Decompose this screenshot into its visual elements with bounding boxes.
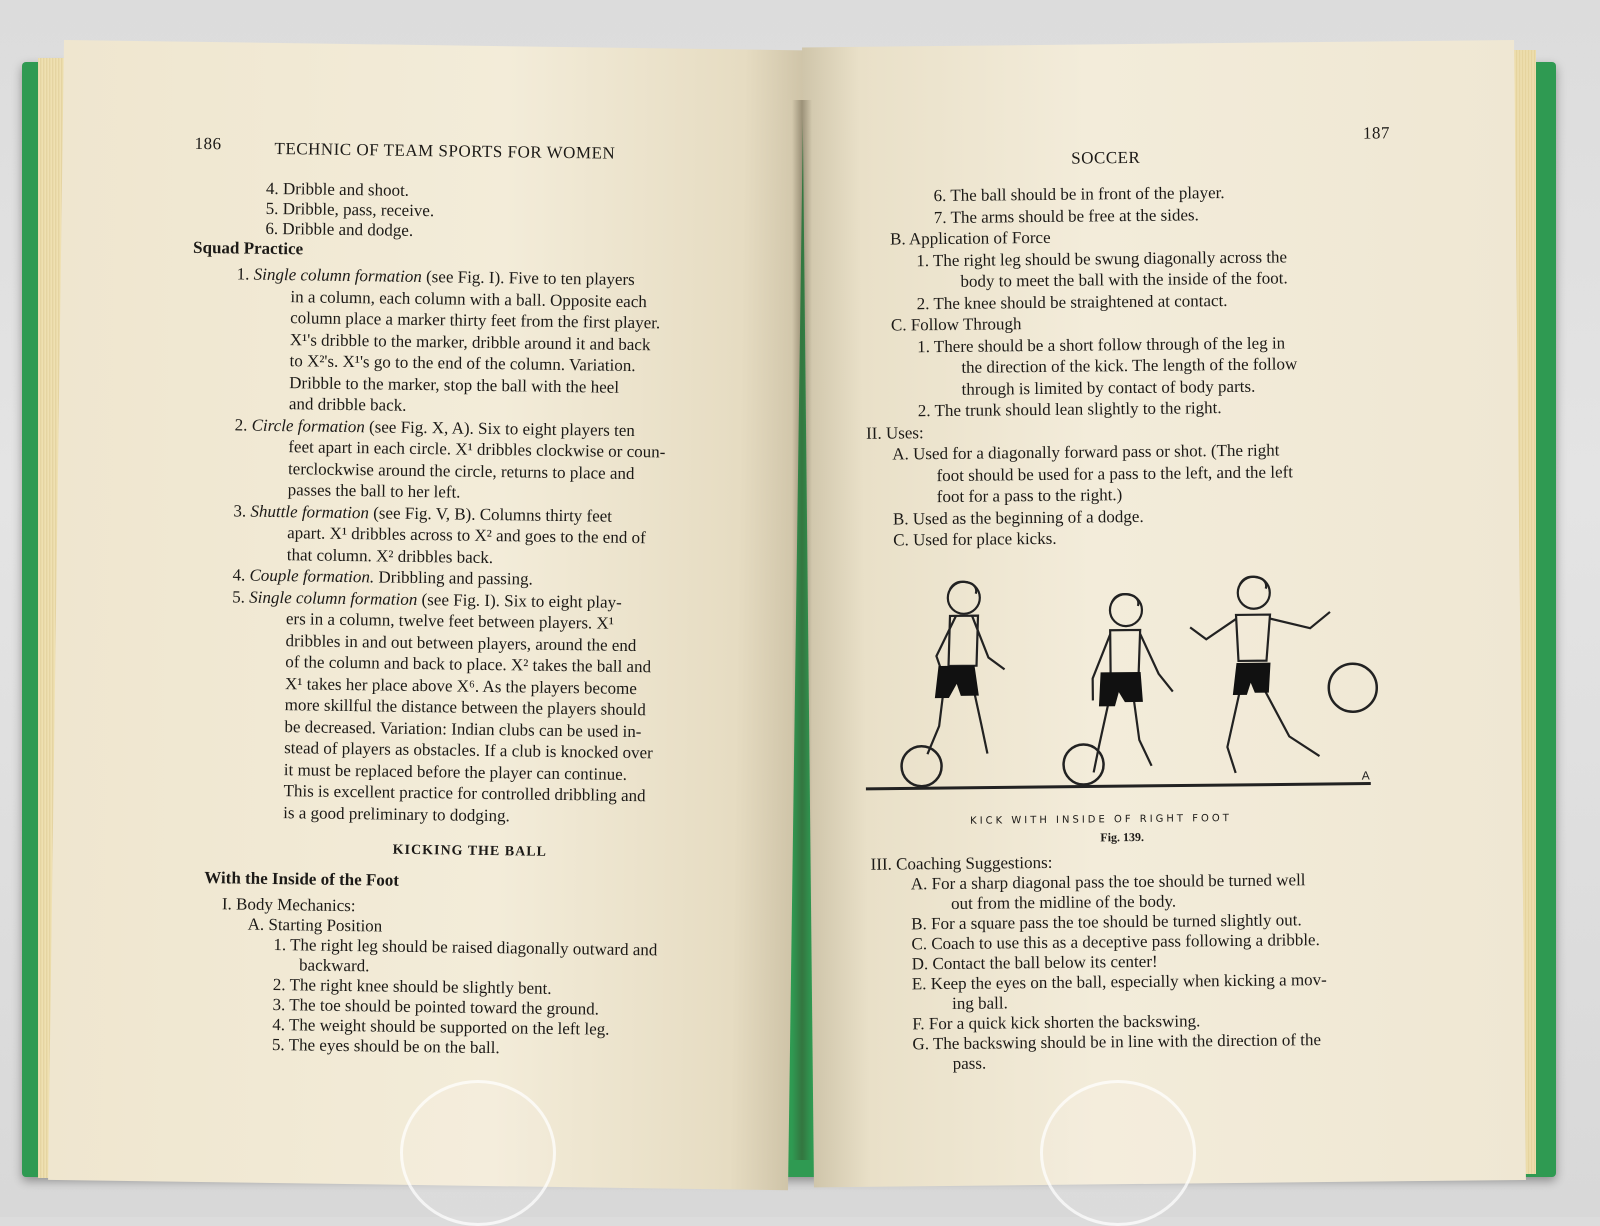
right-text-line: through is limited by contact of body parts.	[961, 376, 1256, 399]
coaching-line: pass.	[952, 1053, 987, 1073]
drill-line: feet apart in each circle. X¹ dribbles clockwise or coun-	[288, 437, 666, 462]
drill-line: is a good preliminary to dodging.	[283, 802, 510, 825]
section-title: KICKING THE BALL	[392, 842, 548, 860]
drill-line: and dribble back.	[288, 394, 407, 415]
drill-line: 5. Single column formation (see Fig. I). Six to eight play-	[232, 586, 622, 612]
right-text-line: B. Application of Force	[889, 227, 1051, 249]
drill-line: be decreased. Variation: Indian clubs can be used in-	[284, 716, 642, 741]
drill-line: it must be replaced before the player can continue.	[283, 759, 628, 784]
body-mechanics-heading: I. Body Mechanics:	[221, 894, 356, 916]
start-item: 4. The weight should be supported on the left leg.	[272, 1015, 610, 1039]
coaching-line: III. Coaching Suggestions:	[870, 852, 1053, 874]
right-text-line: II. Uses:	[865, 422, 924, 443]
drill-line: X¹ takes her place above X⁶. As the players become	[284, 673, 637, 698]
right-text-line: A. Used for a diagonally forward pass or shot. (The right	[892, 440, 1280, 464]
drill-line: stead of players as obstacles. If a club is knocked over	[284, 738, 653, 763]
coaching-line: E. Keep the eyes on the ball, especially when kicking a mov-	[911, 970, 1327, 994]
start-item: 5. The eyes should be on the ball.	[271, 1035, 500, 1058]
drill-line: more skillful the distance between the players should	[284, 695, 646, 720]
drill-line: This is excellent practice for controlled dribbling and	[283, 781, 646, 806]
squad-practice-heading: Squad Practice	[192, 237, 304, 259]
right-text-line: 7. The arms should be free at the sides.	[933, 204, 1199, 227]
coaching-line: F. For a quick kick shorten the backswing.	[912, 1011, 1201, 1034]
drill-line: 2. Circle formation (see Fig. X, A). Six to eight players ten	[234, 414, 636, 440]
right-text-line: body to meet the ball with the inside of the foot.	[960, 268, 1288, 291]
drill-line: 4. Couple formation. Dribbling and passing.	[232, 565, 533, 589]
right-page-number: 187	[1362, 123, 1391, 143]
drill-line: that column. X² dribbles back.	[286, 544, 494, 567]
book-stand-right	[1040, 1080, 1196, 1226]
ball-1	[901, 746, 941, 786]
right-text-line: B. Used as the beginning of a dodge.	[892, 506, 1144, 529]
drill-line: column place a marker thirty feet from the first player.	[290, 308, 661, 333]
right-text-line: C. Used for place kicks.	[893, 528, 1057, 550]
start-item: backward.	[298, 955, 370, 976]
right-text-line: C. Follow Through	[890, 314, 1022, 335]
drill-line: passes the ball to her left.	[287, 480, 461, 502]
left-page-number: 186	[194, 133, 222, 154]
left-running-head: TECHNIC OF TEAM SPORTS FOR WOMEN	[274, 138, 616, 163]
player-2-shorts	[1099, 672, 1143, 706]
right-running-head: SOCCER	[1071, 147, 1141, 168]
right-text-line: the direction of the kick. The length of the follow	[961, 354, 1298, 377]
drill-line: ers in a column, twelve feet between players. X¹	[285, 609, 615, 633]
drill-line: X¹'s dribble to the marker, dribble around it and back	[289, 329, 651, 354]
drill-line: in a column, each column with a ball. Opposite each	[290, 286, 647, 311]
right-text-line: foot for a pass to the right.)	[936, 485, 1123, 507]
drill-line: Dribble to the marker, stop the ball with the heel	[289, 372, 620, 397]
player-3-shorts	[1233, 663, 1271, 695]
coaching-line: ing ball.	[951, 993, 1008, 1013]
top-list-item: 5. Dribble, pass, receive.	[265, 198, 435, 221]
start-item: 3. The toe should be pointed toward the ground.	[272, 995, 600, 1019]
drill-line: of the column and back to place. X² takes the ball and	[285, 652, 652, 677]
drill-line: terclockwise around the circle, returns to place and	[287, 458, 635, 483]
coaching-line: B. For a square pass the toe should be turned slightly out.	[911, 910, 1302, 934]
start-item: 2. The right knee should be slightly bent.	[272, 975, 552, 998]
coaching-line: D. Contact the ball below its center!	[911, 951, 1158, 974]
left-page	[48, 40, 804, 1190]
ball-2	[1063, 744, 1103, 784]
drill-line: apart. X¹ dribbles across to X² and goes to the end of	[287, 523, 646, 548]
right-text-line: 6. The ball should be in front of the player.	[933, 183, 1225, 206]
right-text-line: foot should be used for a pass to the left, and the left	[936, 461, 1294, 485]
ground-line	[866, 784, 1371, 789]
start-item: 1. The right leg should be raised diagonally outward and	[273, 935, 658, 960]
soccer-kick-illustration	[863, 561, 1385, 806]
right-text-line: 2. The trunk should lean slightly to the right.	[917, 398, 1222, 421]
top-list-item: 6. Dribble and dodge.	[265, 218, 414, 240]
coaching-line: G. The backswing should be in line with the direction of the	[912, 1030, 1322, 1054]
coaching-line: out from the midline of the body.	[950, 891, 1177, 913]
drill-line: dribbles in and out between players, around the end	[285, 630, 637, 655]
drill-line: 3. Shuttle formation (see Fig. V, B). Columns thirty feet	[233, 500, 613, 526]
coaching-line: A. For a sharp diagonal pass the toe should be turned well	[910, 870, 1306, 894]
right-text-line: 2. The knee should be straightened at contact.	[916, 290, 1228, 313]
right-text-line: 1. There should be a short follow through of the leg in	[917, 332, 1286, 356]
right-page	[802, 40, 1526, 1187]
coaching-line: C. Coach to use this as a deceptive pass following a dribble.	[911, 930, 1320, 954]
drill-line: to X²'s. X¹'s go to the end of the column. Variation.	[289, 351, 636, 376]
artist-signature: A	[1361, 768, 1370, 783]
book-gutter	[792, 100, 812, 1160]
player-1-shorts	[935, 666, 979, 698]
drill-line: 1. Single column formation (see Fig. I). Five to ten players	[236, 264, 635, 289]
sub-heading: With the Inside of the Foot	[204, 868, 400, 890]
figure-caption: KICK WITH INSIDE OF RIGHT FOOT	[970, 812, 1232, 827]
ball-3	[1329, 663, 1378, 712]
starting-position-heading: A. Starting Position	[247, 914, 383, 936]
figure-label: Fig. 139.	[1100, 829, 1145, 845]
right-text-line: 1. The right leg should be swung diagonally across the	[916, 246, 1288, 270]
top-list-item: 4. Dribble and shoot.	[265, 178, 410, 200]
book-stand-left	[400, 1080, 556, 1226]
